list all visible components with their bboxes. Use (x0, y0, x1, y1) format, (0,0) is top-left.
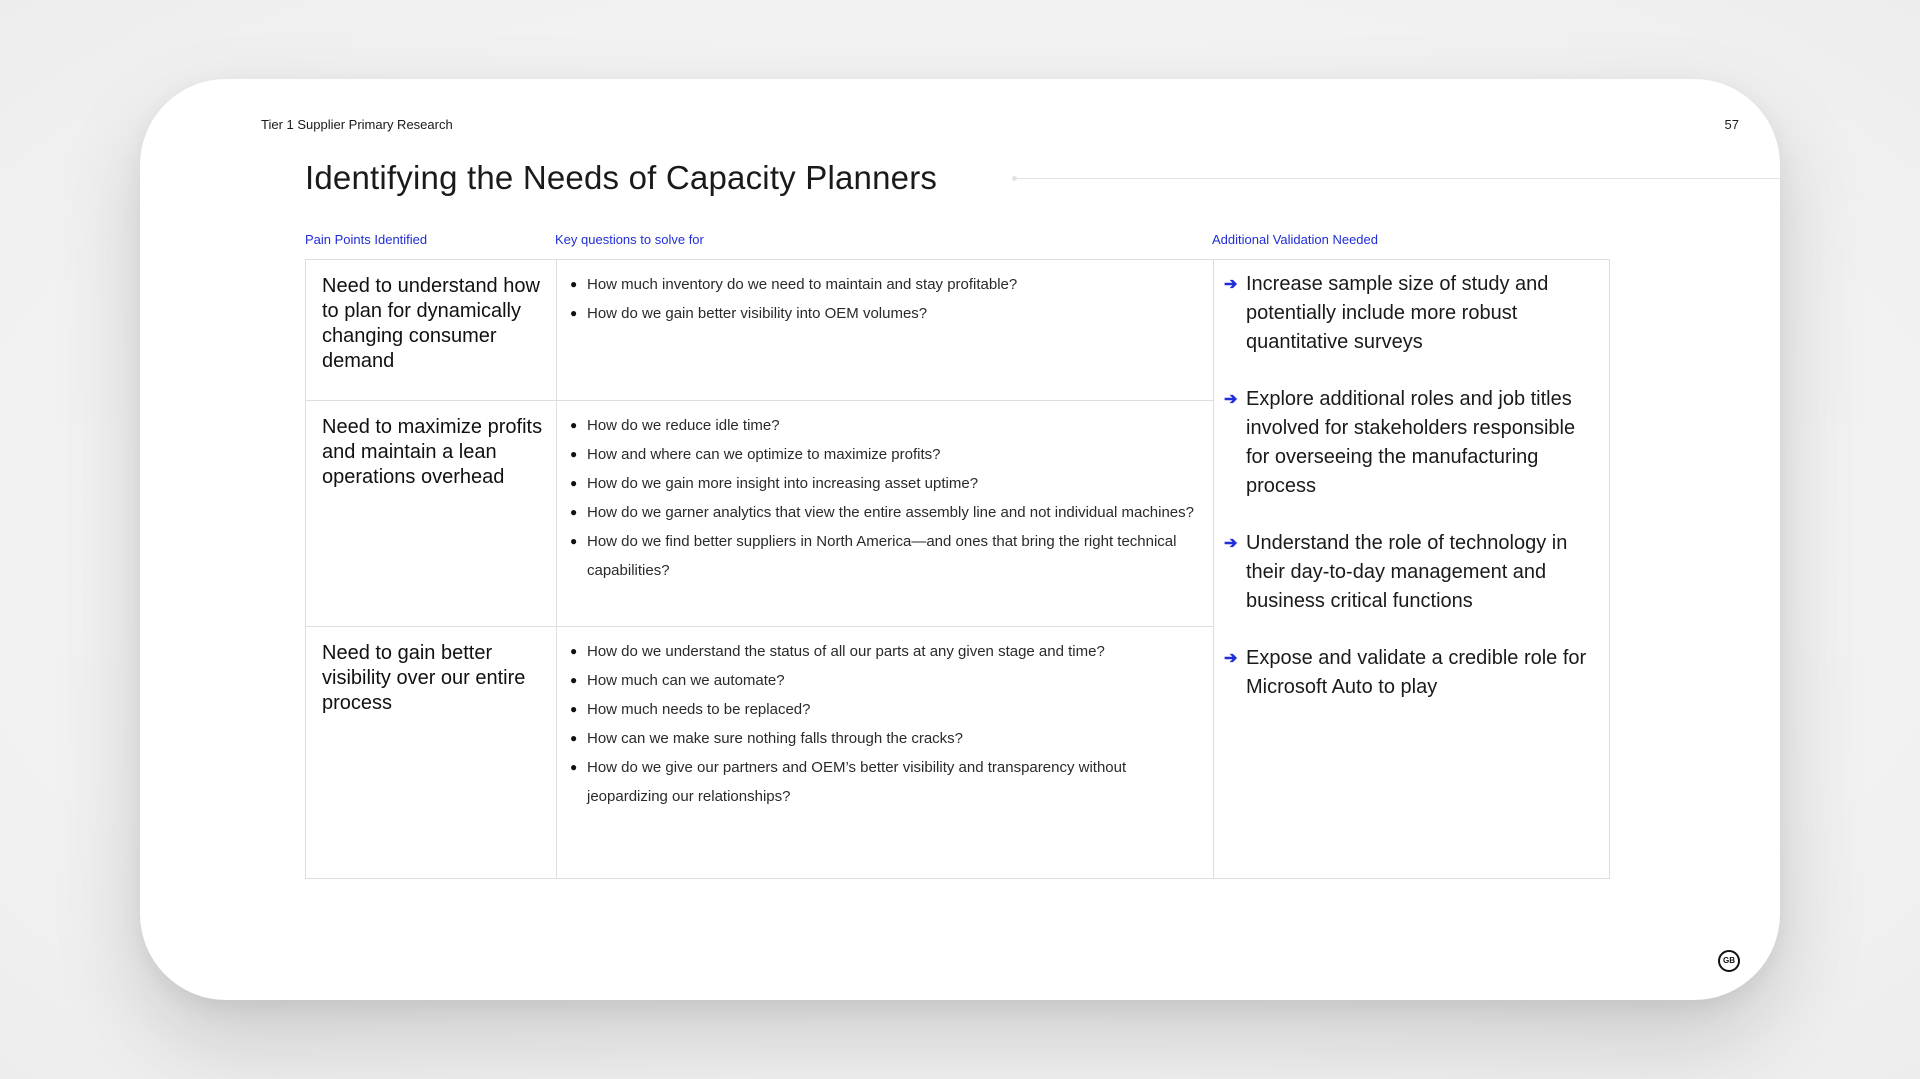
list-item: ● How do we garner analytics that view the entire assembly line and not individual machines? (570, 498, 1210, 527)
list-item: ● How do we gain more insight into increasing asset uptime? (570, 469, 1210, 498)
list-item: ● How do we give our partners and OEM’s better visibility and transparency without jeopardizing our relationships? (570, 753, 1210, 811)
bullet-icon: ● (570, 644, 578, 658)
bullet-icon: ● (570, 306, 578, 320)
page-number: 57 (1724, 117, 1739, 132)
validation-item: ➔ Expose and validate a credible role for Microsoft Auto to play (1214, 644, 1599, 702)
arrow-right-icon: ➔ (1224, 650, 1238, 667)
question-list-2 (570, 411, 1210, 585)
list-item: ● How much inventory do we need to maintain and stay profitable? (570, 270, 1210, 299)
list-item: ● How much needs to be replaced? (570, 695, 1210, 724)
list-item: ● How can we make sure nothing falls through the cracks? (570, 724, 1210, 753)
list-item: ● How do we reduce idle time? (570, 411, 1210, 440)
bullet-icon: ● (570, 277, 578, 291)
question-list-3 (570, 637, 1210, 811)
bullet-icon: ● (570, 534, 578, 548)
validation-item: ➔ Explore additional roles and job titles involved for stakeholders responsible for overseeing the manufacturing process (1214, 385, 1599, 501)
bullet-icon: ● (570, 760, 578, 774)
row-divider (306, 626, 1213, 627)
row-divider (306, 400, 1213, 401)
bullet-icon: ● (570, 702, 578, 716)
bullet-icon: ● (570, 418, 578, 432)
list-item: ● How do we understand the status of all our parts at any given stage and time? (570, 637, 1210, 666)
validation-item: ➔ Increase sample size of study and potentially include more robust quantitative surveys (1214, 270, 1599, 357)
column-header-validation: Additional Validation Needed (1212, 232, 1378, 247)
deck-label: Tier 1 Supplier Primary Research (261, 117, 453, 132)
arrow-right-icon: ➔ (1224, 391, 1238, 408)
bullet-icon: ● (570, 447, 578, 461)
title-rule (1015, 178, 1780, 179)
list-item: ● How do we gain better visibility into OEM volumes? (570, 299, 1210, 328)
slide-card (140, 79, 1780, 1000)
pain-point-2: Need to maximize profits and maintain a lean operations overhead (322, 416, 543, 488)
pain-point-1: Need to understand how to plan for dynamically changing consumer demand (322, 275, 540, 372)
question-list-1 (570, 270, 1210, 328)
arrow-right-icon: ➔ (1224, 276, 1238, 293)
bullet-icon: ● (570, 673, 578, 687)
validation-item: ➔ Understand the role of technology in their day-to-day management and business critical functions (1214, 529, 1599, 616)
list-item: ● How much can we automate? (570, 666, 1210, 695)
needs-table (305, 259, 1610, 879)
gb-logo-icon: GB (1718, 950, 1740, 972)
list-item: ● How and where can we optimize to maximize profits? (570, 440, 1210, 469)
bullet-icon: ● (570, 731, 578, 745)
column-header-key-questions: Key questions to solve for (555, 232, 704, 247)
column-divider (556, 260, 557, 878)
page-title: Identifying the Needs of Capacity Planners (305, 159, 938, 196)
list-item: ● How do we find better suppliers in North America—and ones that bring the right technical capabilities? (570, 527, 1210, 585)
column-header-pain-points: Pain Points Identified (305, 232, 428, 247)
bullet-icon: ● (570, 505, 578, 519)
arrow-right-icon: ➔ (1224, 535, 1238, 552)
pain-point-3: Need to gain better visibility over our entire process (322, 642, 526, 714)
validation-list (1214, 270, 1599, 730)
bullet-icon: ● (570, 476, 578, 490)
